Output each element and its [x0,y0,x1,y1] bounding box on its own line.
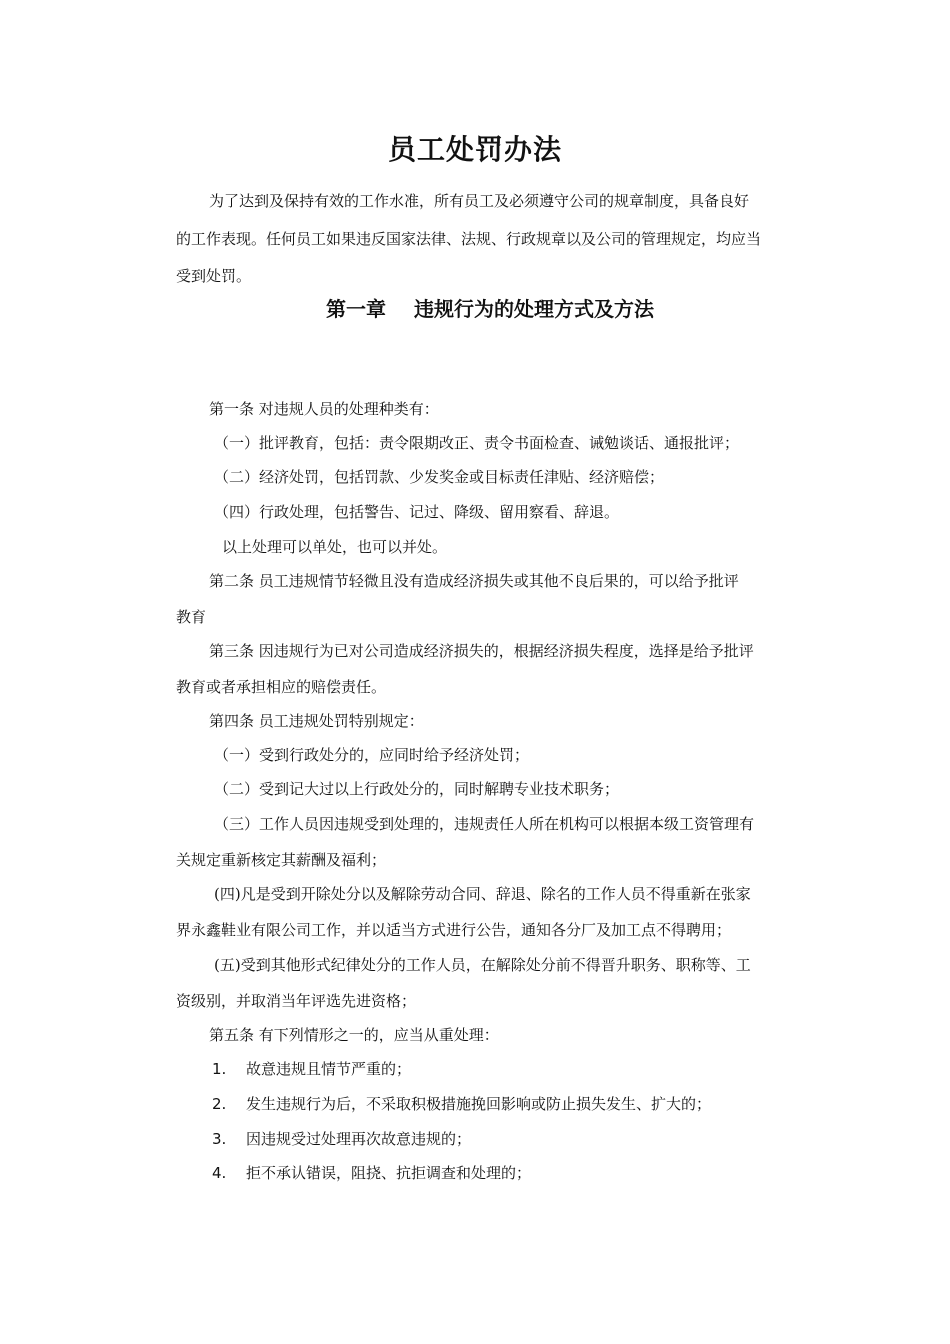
article-line: 教育或者承担相应的赔偿责任。 [176,678,387,696]
document-title: 员工处罚办法 [387,133,562,166]
article-line: 第四条 员工违规处罚特别规定： [209,712,424,730]
article-line: 第二条 员工违规情节轻微且没有造成经济损失或其他不良后果的，可以给予批评 [209,572,739,590]
list-item [212,1129,471,1149]
article-line: (四)凡是受到开除处分以及解除劳动合同、辞退、除名的工作人员不得重新在张家 [214,885,751,903]
article-line: （二）受到记大过以上行政处分的，同时解聘专业技术职务； [214,780,620,798]
list-item [212,1163,531,1183]
chapter-name: 违规行为的处理方式及方法 [414,297,654,321]
article-line: 第五条 有下列情形之一的，应当从重处理： [209,1026,499,1044]
chapter-number: 第一章 [326,297,386,321]
intro-line: 为了达到及保持有效的工作水准，所有员工及必须遵守公司的规章制度，具备良好 [209,192,750,210]
article-line: 关规定重新核定其薪酬及福利； [176,851,387,869]
list-text: 故意违规且情节严重的； [246,1060,412,1078]
intro-line: 受到处罚。 [176,267,252,285]
article-line: 以上处理可以单处，也可以并处。 [222,538,448,556]
article-line: (五)受到其他形式纪律处分的工作人员，在解除处分前不得晋升职务、职称等、工 [214,956,751,974]
article-line: （四）行政处理，包括警告、记过、降级、留用察看、辞退。 [214,503,620,521]
article-line: 资级别，并取消当年评选先进资格； [176,992,417,1010]
article-line: 第一条 对违规人员的处理种类有： [209,400,439,418]
article-line: （一）受到行政处分的，应同时给予经济处罚； [214,746,530,764]
article-line: （二）经济处罚，包括罚款、少发奖金或目标责任津贴、经济赔偿； [214,468,665,486]
chapter-heading [0,293,950,322]
list-number: 3. [212,1130,227,1148]
intro-line: 的工作表现。任何员工如果违反国家法律、法规、行政规章以及公司的管理规定，均应当 [176,230,762,248]
article-line: 第三条 因违规行为已对公司造成经济损失的，根据经济损失程度，选择是给予批评 [209,642,754,660]
list-number: 2. [212,1095,227,1113]
article-line: 界永鑫鞋业有限公司工作，并以适当方式进行公告，通知各分厂及加工点不得聘用； [176,921,732,939]
article-line: （三）工作人员因违规受到处理的，违规责任人所在机构可以根据本级工资管理有 [214,815,755,833]
list-number: 4. [212,1164,227,1182]
list-item [212,1059,411,1079]
list-item [212,1094,711,1114]
list-text: 因违规受过处理再次故意违规的； [246,1130,472,1148]
list-text: 发生违规行为后，不采取积极措施挽回影响或防止损失发生、扩大的； [246,1095,712,1113]
article-line: 教育 [176,608,207,626]
article-line: （一）批评教育，包括：责令限期改正、责令书面检查、诫勉谈话、通报批评； [214,434,740,452]
list-number: 1. [212,1060,227,1078]
list-text: 拒不承认错误，阻挠、抗拒调查和处理的； [246,1164,532,1182]
